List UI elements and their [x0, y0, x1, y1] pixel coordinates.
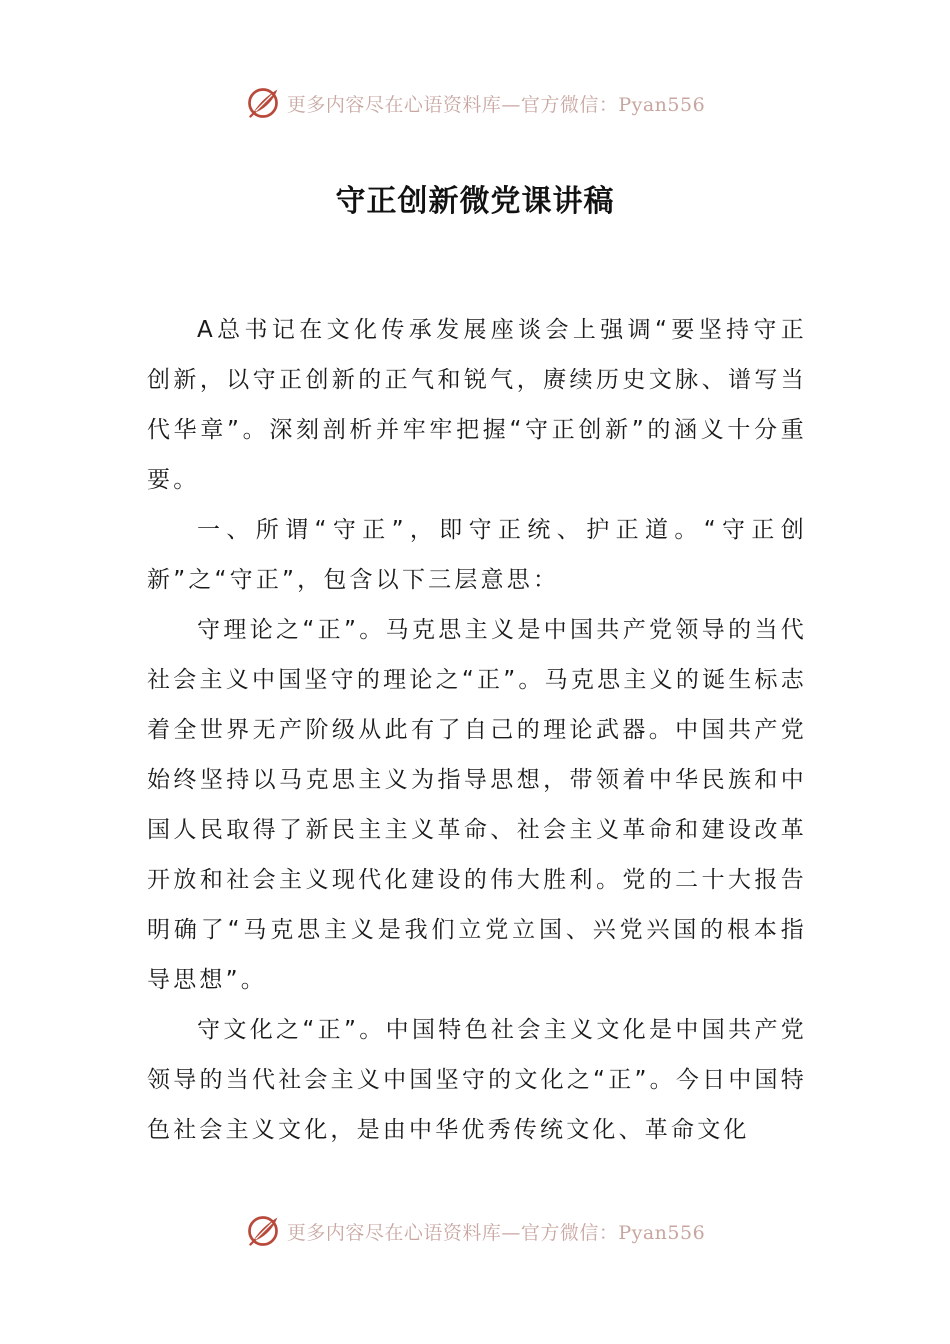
document-title: 守正创新微党课讲稿	[335, 184, 615, 219]
paragraph-culture: 守文化之“正”。中国特色社会主义文化是中国共产党领导的当代社会主义中国坚守的文化之“正”。今日中国特色社会主义文化，是由中华优秀传统文化、革命文化	[147, 1017, 807, 1143]
watermark-text: 更多内容尽在心语资料库—官方微信：Pyan556	[286, 1221, 706, 1244]
paragraph-section-one-heading: 一、所谓“守正”，即守正统、护正道。“守正创新”之“守正”，包含以下三层意思：	[147, 517, 807, 593]
header-watermark-banner	[0, 81, 950, 125]
document-body	[147, 305, 807, 1155]
watermark-text: 更多内容尽在心语资料库—官方微信：Pyan556	[286, 93, 706, 116]
feather-pen-logo-icon	[245, 85, 281, 121]
footer-watermark-banner	[0, 1209, 950, 1253]
paragraph-theory: 守理论之“正”。马克思主义是中国共产党领导的当代社会主义中国坚守的理论之“正”。马克思主义的诞生标志着全世界无产阶级从此有了自己的理论武器。中国共产党始终坚持以马克思主义为指导思想，带领着中华民族和中国人民取得了新民主主义革命、社会主义革命和建设改革开放和社会主义现代化建设的伟大胜利。党的二十大报告明确了“马克思主义是我们立党立国、兴党兴国的根本指导思想”。	[147, 617, 807, 993]
feather-pen-logo-icon	[245, 1213, 281, 1249]
paragraph-intro: A总书记在文化传承发展座谈会上强调“要坚持守正创新，以守正创新的正气和锐气，赓续历史文脉、谱写当代华章”。深刻剖析并牢牢把握“守正创新”的涵义十分重要。	[147, 317, 807, 493]
